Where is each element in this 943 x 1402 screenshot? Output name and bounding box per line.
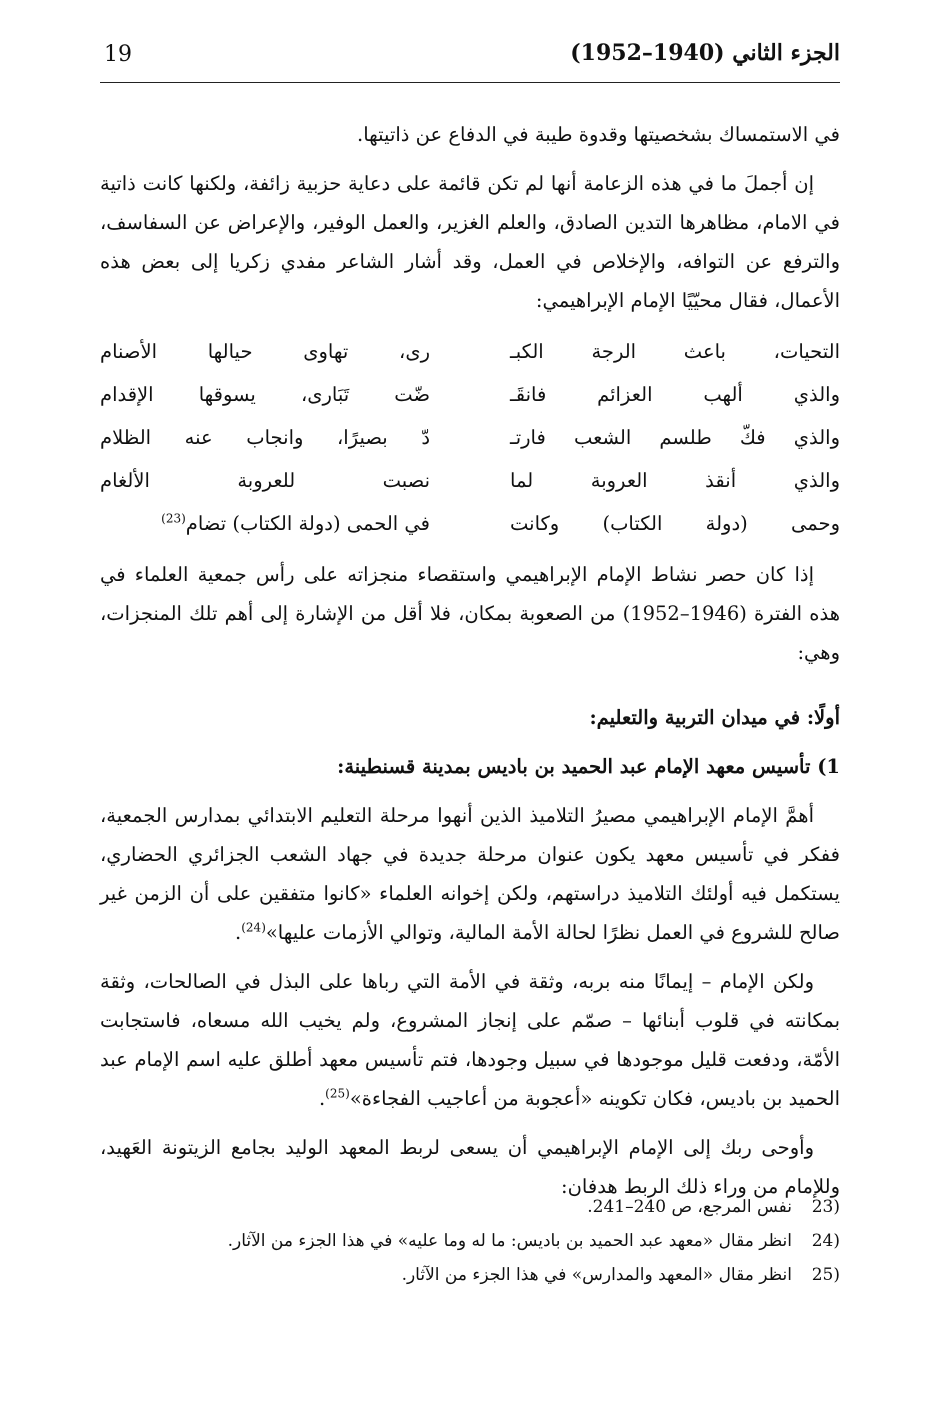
- verse-second-hemistich: رى، تهاوى حيالها الأصنام: [100, 340, 430, 363]
- verse-first-hemistich: التحيات، باعث الرجة الكبـ: [510, 340, 840, 363]
- footnote: [100, 1258, 840, 1292]
- poem-verse: [100, 330, 840, 373]
- footnote: [100, 1224, 840, 1258]
- footnote-text: انظر مقال «المعهد والمدارس» في هذا الجزء من الآثار.: [401, 1265, 792, 1285]
- verse-first-hemistich: والذي ألهب العزائم فانقَـ: [510, 383, 840, 406]
- paragraph-leadership: إن أجملَ ما في هذه الزعامة أنها لم تكن قائمة على دعاية حزبية زائفة، ولكنها كانت ذاتية في الامام، مظاهرها التدين الصادق، والعلم الغزير، والعمل الوفير، والإعراض عن السفاسف، والترفع عن التوافه، والإخلاص في العمل، وقد أشار الشاعر مفدي زكريا إلى بعض هذه الأعمال، فقال محيّيًا الإمام الإبراهيمي:: [100, 172, 840, 312]
- running-head: الجزء الثاني (1940–1952): [570, 40, 840, 66]
- footnote-text: نفس المرجع، ص 240–241.: [587, 1197, 792, 1217]
- footnote-ref-24: (24): [241, 920, 266, 935]
- paragraph-institute-founding: ولكن الإمام – إيمانًا منه بربه، وثقة في الأمة التي رباها على البذل في الصالحات، وثقة بمكانته في قلوب أبنائها – صمّم على إنجاز المشروع، ولم يخيب الله مسعاه، فاستجابت الأمّة، ودفعت قليل موجودها في سبيل وجودها، فتم تأسيس معهد أطلق عليه اسم الإمام عبد الحميد بن باديس، فكان تكوينه «أعجوبة من أعاجيب الفجاءة»$^{(25)}$.: [100, 970, 840, 1110]
- section-heading: أولًا: في ميدان التربية والتعليم:: [589, 706, 840, 729]
- poem-verse: [100, 459, 840, 502]
- page-number: 19: [104, 42, 132, 67]
- verse-second-hemistich: [100, 502, 430, 545]
- footnote: [100, 1190, 840, 1224]
- poem: [100, 330, 840, 545]
- verse-second-hemistich: نصبت للعروبة الألغام: [100, 469, 430, 492]
- footnote-number: 23): [811, 1197, 840, 1217]
- footnote-number: 24): [811, 1231, 840, 1251]
- poem-verse: [100, 373, 840, 416]
- main-text: [100, 115, 840, 1216]
- verse-second-hemistich: ضّت تَبَارى، يسوقها الإقدام: [100, 383, 430, 406]
- footnote-ref-25: (25): [325, 1086, 350, 1101]
- footnote-text: انظر مقال «معهد عبد الحميد بن باديس: ما له وما عليه» في هذا الجزء من الآثار.: [227, 1231, 792, 1251]
- poem-verse: [100, 416, 840, 459]
- poem-verse: [100, 502, 840, 545]
- page-header: [100, 30, 840, 83]
- subsection-heading: 1) تأسيس معهد الإمام عبد الحميد بن باديس بمدينة قسنطينة:: [337, 755, 840, 778]
- paragraph-achievements-intro: إذا كان حصر نشاط الإمام الإبراهيمي واستقصاء منجزاته على رأس جمعية العلماء في هذه الفترة (1946–1952) من الصعوبة بمكان، فلا أقل من الإشارة إلى أهم تلك المنجزات، وهي:: [100, 563, 841, 664]
- verse-first-hemistich: والذي أنقذ العروبة لما: [510, 469, 840, 492]
- footnote-ref-23: (23): [161, 511, 186, 526]
- paragraph-continuation: في الاستمساك بشخصيتها وقدوة طيبة في الدفاع عن ذاتيتها.: [357, 123, 840, 146]
- footnote-number: 25): [811, 1265, 840, 1285]
- verse-first-hemistich: والذي فكّ طلسم الشعب فارتـ: [510, 426, 840, 449]
- paragraph-zaytuna-link: وأوحى ربك إلى الإمام الإبراهيمي أن يسعى لربط المعهد الوليد بجامع الزيتونة العَهيد، وللإمام من وراء ذلك الربط هدفان:: [100, 1136, 840, 1198]
- paragraph-text: أهمَّ الإمام الإبراهيمي مصيرُ التلاميذ الذين أنهوا مرحلة التعليم الابتدائي بمدارس الجمعية، ففكر في تأسيس معهد يكون عنوان مرحلة جديدة في جهاد الشعب الجزائري الحضاري، يستكمل فيه أولئك التلاميذ دراستهم، ولكن إخوانه العلماء «كانوا متفقين على أن الزمن غير صالح للشروع في العمل نظرًا لحالة الأمة المالية، وتوالي الأزمات عليها»: [100, 804, 840, 944]
- verse-first-hemistich: وحمى (دولة الكتاب) وكانت: [510, 512, 840, 535]
- paragraph-institute-idea: أهمَّ الإمام الإبراهيمي مصيرُ التلاميذ الذين أنهوا مرحلة التعليم الابتدائي بمدارس الجمعية، ففكر في تأسيس معهد يكون عنوان مرحلة جديدة في جهاد الشعب الجزائري الحضاري، يستكمل فيه أولئك التلاميذ دراستهم، ولكن إخوانه العلماء «كانوا متفقين على أن الزمن غير صالح للشروع في العمل نظرًا لحالة الأمة المالية، وتوالي الأزمات عليها»$^{(24)}$.: [100, 804, 840, 944]
- verse-text: في الحمى (دولة الكتاب) تضام: [185, 512, 430, 535]
- paragraph-text: ولكن الإمام – إيمانًا منه بربه، وثقة في الأمة التي رباها على البذل في الصالحات، وثقة بمكانته في قلوب أبنائها – صمّم على إنجاز المشروع، ولم يخيب الله مسعاه، فاستجابت الأمّة، ودفعت قليل موجودها في سبيل وجودها، فتم تأسيس معهد أطلق عليه اسم الإمام عبد الحميد بن باديس، فكان تكوينه «أعجوبة من أعاجيب الفجاءة»: [100, 970, 840, 1110]
- footnotes: [100, 1190, 840, 1292]
- verse-second-hemistich: دّ بصيرًا، وانجاب عنه الظلام: [100, 426, 430, 449]
